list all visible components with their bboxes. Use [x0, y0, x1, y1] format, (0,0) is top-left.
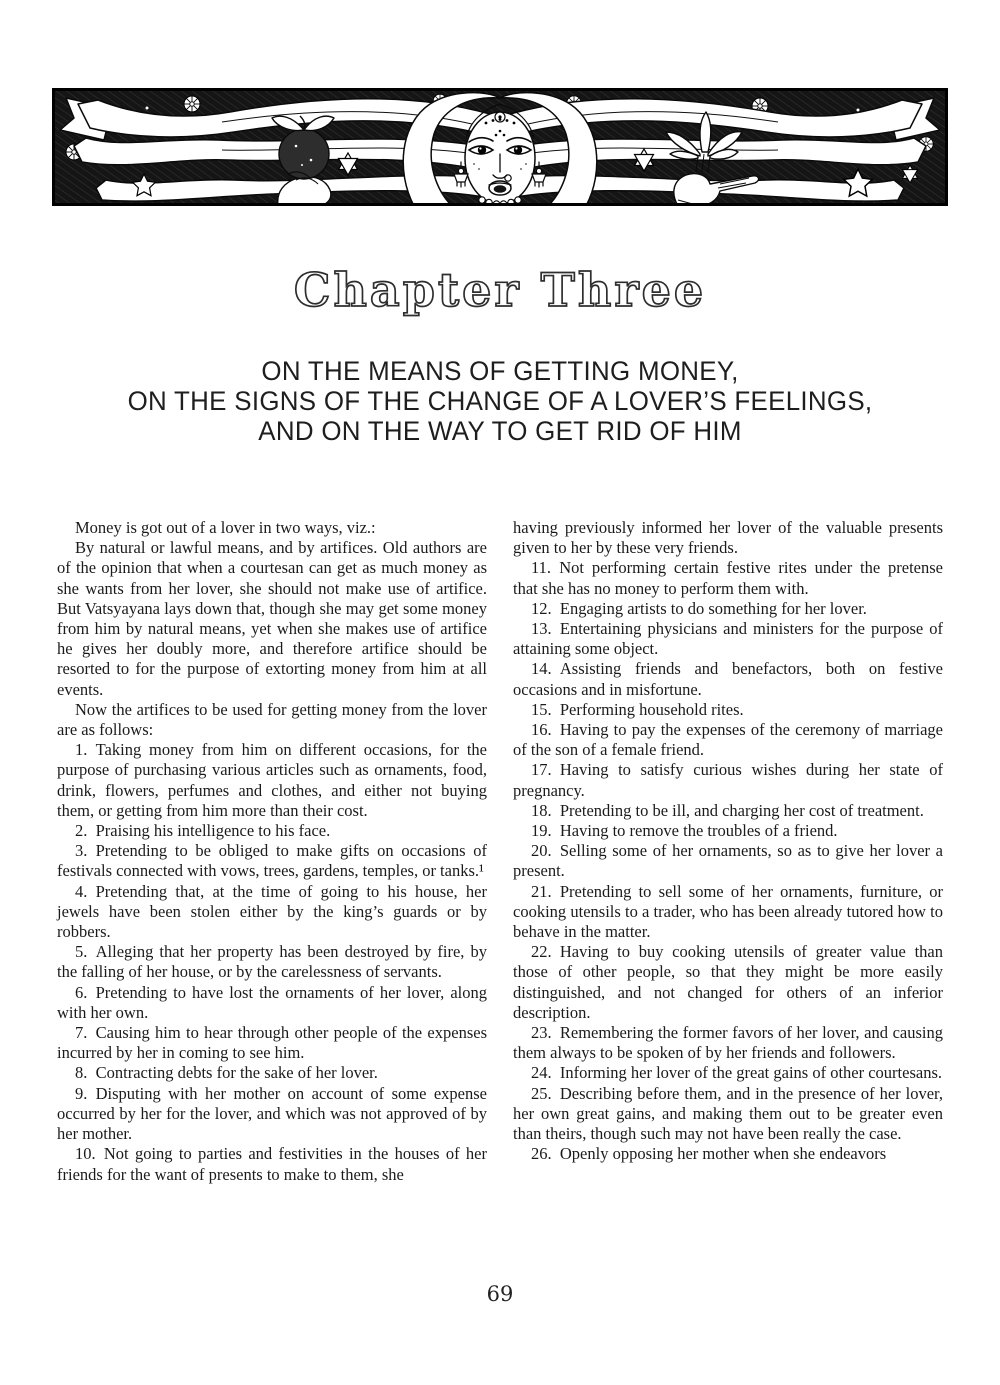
- text-columns: [57, 518, 943, 1185]
- paragraph: 19. Having to remove the troubles of a friend.: [531, 821, 838, 841]
- paragraph: 25. Describing before them, and in the presence of her lover, her own great gains, and making them out to be greater even than theirs, though such may not have been really the case.: [513, 1083, 943, 1144]
- paragraph: Money is got out of a lover in two ways, viz.:: [75, 518, 376, 537]
- paragraph: 6. Pretending to have lost the ornaments of her lover, along with her own.: [57, 982, 487, 1022]
- paragraph: 5. Alleging that her property has been destroyed by fire, by the falling of her house, or by the carelessness of servants.: [57, 942, 487, 982]
- paragraph: 11. Not performing certain festive rites under the pretense that she has no money to perform them with.: [513, 558, 943, 598]
- page-title: [20, 356, 980, 446]
- woman-apple-lotus-ornament-graphic: [52, 88, 948, 206]
- title-line-3: AND ON THE WAY TO GET RID OF HIM: [258, 416, 742, 446]
- paragraph: 12. Engaging artists to do something for her lover.: [531, 598, 867, 618]
- paragraph: 20. Selling some of her ornaments, so as to give her lover a present.: [513, 841, 943, 881]
- paragraph: having previously informed her lover of the valuable presents given to her by these very friends.: [513, 518, 943, 558]
- chapter-heading: Chapter Three: [293, 263, 707, 317]
- paragraph: 26. Openly opposing her mother when she endeavors: [531, 1144, 887, 1164]
- paragraph: 7. Causing him to hear through other people of the expenses incurred by her in coming to see him.: [57, 1023, 487, 1063]
- left-column: [57, 518, 487, 1185]
- paragraph: 1. Taking money from him on different occasions, for the purpose of purchasing various articles such as ornaments, food, drink, flowers, perfumes and clothes, and either not buying them, or getting from him more than their cost.: [57, 740, 487, 820]
- paragraph: 21. Pretending to sell some of her ornaments, furniture, or cooking utensils to a trader, who has been already tutored how to behave in the matter.: [513, 881, 943, 942]
- paragraph: 23. Remembering the former favors of her lover, and causing them always to be spoken of by her friends and followers.: [513, 1023, 943, 1063]
- title-line-1: ON THE MEANS OF GETTING MONEY,: [261, 356, 739, 386]
- paragraph: 13. Entertaining physicians and ministers for the purpose of attaining some object.: [513, 619, 943, 659]
- paragraph: 10. Not going to parties and festivities in the houses of her friends for the want of presents to make to them, she: [57, 1144, 487, 1184]
- page-number: 69: [486, 1282, 514, 1306]
- paragraph: By natural or lawful means, and by artifices. Old authors are of the opinion that when a courtesan can get as much money as she wants from her lover, she should not make use of artifice. But Vatsyayana lays down that, though she may get some money from him by natural means, yet when she makes use of artifice he gives her doubly more, and therefore artifice should be resorted to for the purpose of extorting money from him at all events.: [57, 538, 487, 699]
- header-illustration: [52, 88, 948, 206]
- title-line-2: ON THE SIGNS OF THE CHANGE OF A LOVER’S FEELINGS,: [127, 386, 873, 416]
- paragraph: 8. Contracting debts for the sake of her lover.: [75, 1063, 378, 1083]
- paragraph: 24. Informing her lover of the great gains of other courtesans.: [531, 1063, 942, 1083]
- paragraph: 9. Disputing with her mother on account of some expense occurred by her for the lover, and which was not approved of by her mother.: [57, 1083, 487, 1144]
- paragraph: 16. Having to pay the expenses of the ceremony of marriage of the son of a female friend.: [513, 720, 943, 760]
- paragraph: Now the artifices to be used for getting money from the lover are as follows:: [57, 699, 487, 740]
- paragraph: 14. Assisting friends and benefactors, both on festive occasions and in misfortune.: [513, 659, 943, 699]
- right-column: [513, 518, 943, 1185]
- paragraph: 15. Performing household rites.: [531, 699, 744, 719]
- paragraph: 17. Having to satisfy curious wishes during her state of pregnancy.: [513, 760, 943, 800]
- paragraph: 2. Praising his intelligence to his face.: [75, 821, 331, 841]
- paragraph: 18. Pretending to be ill, and charging her cost of treatment.: [531, 800, 924, 820]
- paragraph: 3. Pretending to be obliged to make gifts on occasions of festivals connected with vows, trees, gardens, temples, or tanks.¹: [57, 841, 487, 881]
- paragraph: 22. Having to buy cooking utensils of greater value than those of other people, so that they might be more easily distinguished, and not changed for others of an inferior description.: [513, 942, 943, 1022]
- paragraph: 4. Pretending that, at the time of going to his house, her jewels have been stolen either by the king’s guards or by robbers.: [57, 881, 487, 942]
